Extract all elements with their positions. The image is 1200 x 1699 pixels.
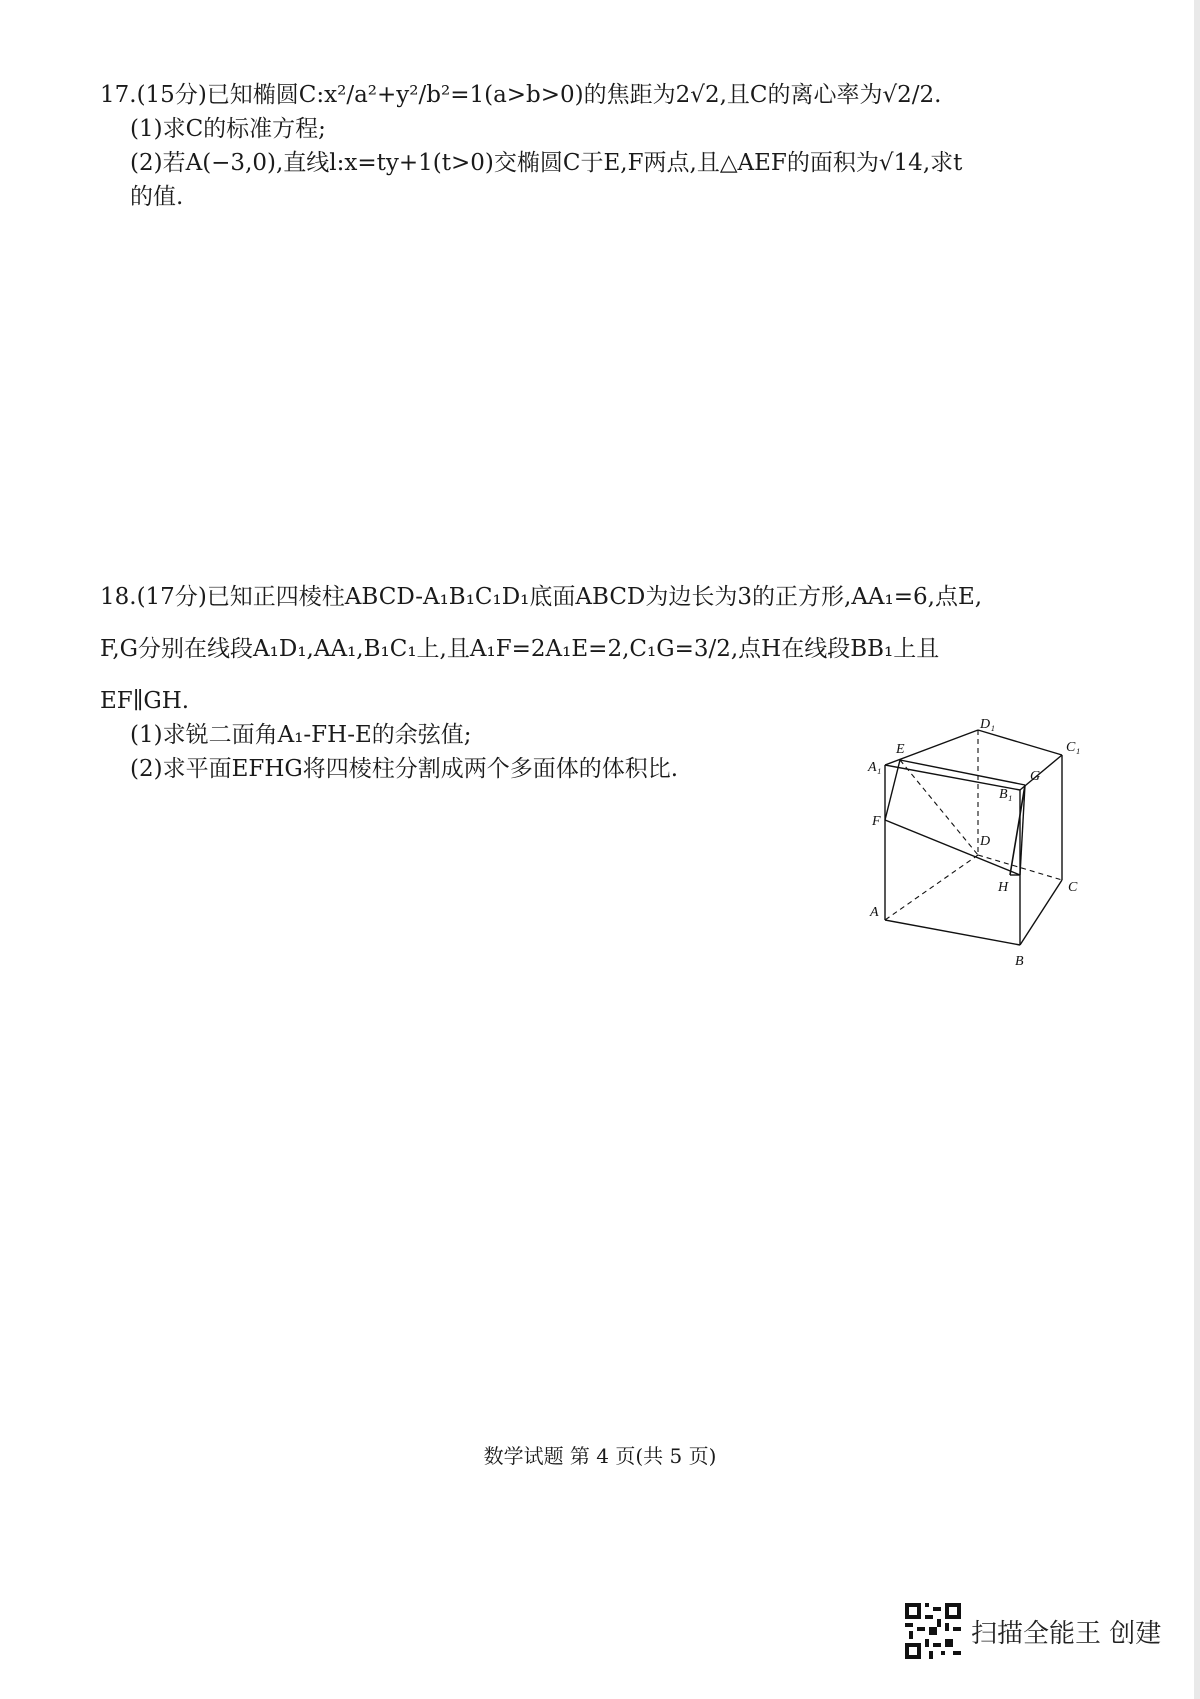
q18-stem-cont: F,G分别在线段A₁D₁,AA₁,B₁C₁上,且A₁F=2A₁E=2,C₁G=3/2,点H在线段BB₁上且 [100, 636, 940, 662]
watermark-text: 扫描全能王 创建 [971, 1618, 1162, 1649]
scanner-watermark [905, 1603, 1161, 1659]
label-B: B [1015, 954, 1024, 969]
q18-stem: 18.(17分)已知正四棱柱ABCD-A₁B₁C₁D₁底面ABCD为边长为3的正方形,AA₁=6,点E, [100, 584, 983, 610]
label-H: H [998, 880, 1009, 895]
qr-code-icon [905, 1603, 961, 1659]
label-G: G [1030, 769, 1041, 784]
label-A: A [870, 905, 879, 920]
label-B1: B₁ [999, 787, 1013, 802]
q17-part2-cont: 的值. [130, 184, 184, 210]
label-D: D [980, 834, 991, 849]
q17-stem: 17.(15分)已知椭圆C:x²/a²+y²/b²=1(a>b>0)的焦距为2√2,且C的离心率为√2/2. [100, 82, 942, 108]
label-C1: C₁ [1066, 740, 1081, 755]
q18-part1: (1)求锐二面角A₁-FH-E的余弦值; [130, 722, 472, 748]
label-E: E [896, 742, 905, 757]
label-D1: D₁ [980, 717, 995, 732]
question-17 [100, 78, 1080, 214]
q17-part2: (2)若A(−3,0),直线l:x=ty+1(t>0)交椭圆C于E,F两点,且△AEF的面积为√14,求t [130, 150, 963, 176]
q18-part2: (2)求平面EFHG将四棱柱分割成两个多面体的体积比. [130, 756, 679, 782]
prism-figure [868, 717, 1081, 1025]
label-A1: A₁ [868, 760, 882, 775]
q18-condition: EF∥GH. [100, 688, 190, 714]
label-F: F [872, 814, 881, 829]
page-footer: 数学试题 第 4 页(共 5 页) [483, 1444, 717, 1468]
q17-part1: (1)求C的标准方程; [130, 116, 326, 142]
label-C: C [1068, 880, 1078, 895]
